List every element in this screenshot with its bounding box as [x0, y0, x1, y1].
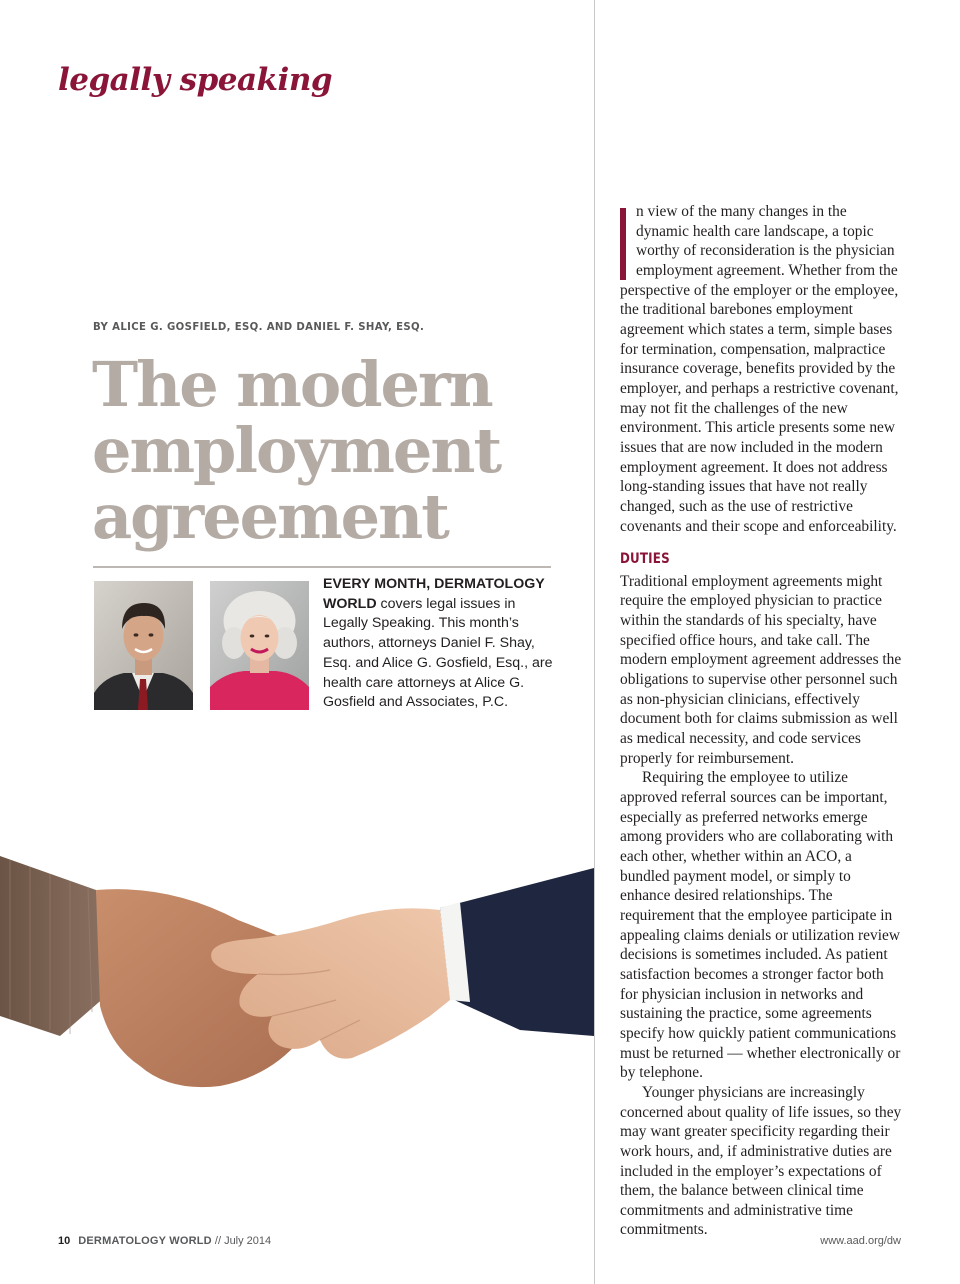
author-photo-alice-gosfield — [210, 581, 309, 710]
page-number: 10 — [58, 1235, 71, 1247]
article-paragraph: Younger physicians are increasingly concerned about quality of life issues, so they may want greater specificity regarding their work hours, and, if administrative duties are included in the employer’s expectations of them, the balance between clinical time commitments and administrative time commitments. — [620, 1083, 902, 1239]
issue-date: July 2014 — [224, 1235, 272, 1247]
duties-heading: DUTIES — [620, 551, 670, 568]
column-divider — [594, 0, 595, 1284]
article-intro — [620, 202, 902, 536]
headline-line: The modern — [92, 348, 492, 421]
article-body — [620, 202, 902, 1240]
article-paragraph: Traditional employment agreements might require the employed physician to practice within the standards of his specialty, have specified office hours, and take call. The modern employment agreement addresses the obligations to supervise other personnel such as non-physician clinicians, effectively document both for claims submission as well as medical necessity, and code services properly for reimbursement. — [620, 572, 902, 767]
author-blurb-body: covers legal issues in Legally Speaking. This month’s authors, attorneys Daniel F. Shay, Esq. and Alice G. Gosfield, Esq., are health care attorneys at Alice G. Gosfield and Associates, P.C. — [323, 595, 553, 711]
author-blurb — [323, 575, 558, 713]
footer-separator: // — [211, 1235, 225, 1247]
footer-left — [58, 1235, 271, 1247]
headline-rule — [93, 566, 551, 568]
magazine-name: DERMATOLOGY WORLD — [78, 1235, 212, 1247]
article-intro-text: n view of the many changes in the dynamic health care landscape, a topic worthy of reconsideration is the physician employment agreement. Whether from the perspective of the employer or the employee, the traditional barebones employment agreement which states a term, simple bases for termination, compensation, malpractice insurance coverage, benefits provided by the employer, and perhaps a restrictive covenant, may not fit the challenges of the new environment. This article presents some new issues that are now included in the modern employment agreement. It does not address long-standing issues that have not really changed, such as the use of restrictive covenants and their scope and enforceability. — [620, 203, 899, 535]
author-blurb-lead: EVERY MONTH, DERMATOLOGY WORLD — [323, 576, 545, 612]
dropcap-letter-i — [620, 208, 626, 280]
headline — [92, 348, 562, 553]
footer-url[interactable]: www.aad.org/dw — [820, 1235, 901, 1247]
headline-line: agreement — [92, 480, 448, 553]
author-photo-daniel-shay — [94, 581, 193, 710]
headline-line: employment — [92, 414, 501, 487]
article-paragraph: Requiring the employee to utilize approved referral sources can be important, especially as preferred networks emerge among providers who are collaborating with each other, whether within an ACO, a bundled payment model, or simply to enhance desired relationships. The requirement that the employee participate in appealing claims denials or utilization review decisions is sometimes included. As patient satisfaction becomes a stronger factor both for physician inclusion in networks and sustaining the practice, some agreements specify how quickly patient communications must be returned — whether electronically or by telephone. — [620, 769, 901, 1082]
section-title: legally speaking — [58, 62, 333, 98]
handshake-image — [0, 840, 594, 1110]
byline: BY ALICE G. GOSFIELD, ESQ. AND DANIEL F. SHAY, ESQ. — [93, 320, 425, 333]
